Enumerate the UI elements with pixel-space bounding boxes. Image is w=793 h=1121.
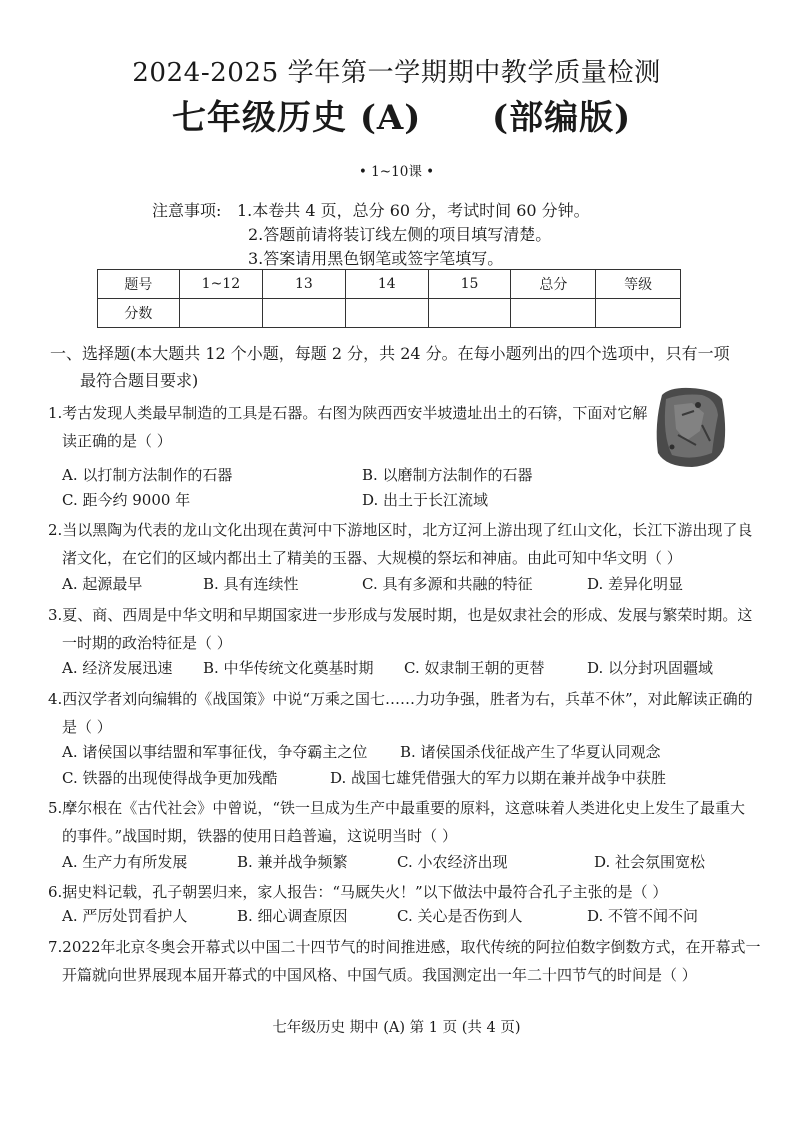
- score-blank-cell: [345, 299, 428, 328]
- score-table-header-row: [98, 270, 681, 299]
- question-3-line-2: 一时期的政治特征是（ ）: [62, 634, 232, 652]
- score-blank-cell: [428, 299, 511, 328]
- question-5-option-d: D. 社会氛围宽松: [594, 853, 706, 871]
- question-5-line-1: 5.摩尔根在《古代社会》中曾说，“铁一旦成为生产中最重要的原料，这意味着人类进化史上发生了最重大: [48, 799, 745, 817]
- table-cell: 总分: [511, 270, 596, 299]
- table-cell: 13: [262, 270, 345, 299]
- question-4-line-2: 是（ ）: [62, 718, 112, 736]
- question-7-line-2: 开篇就向世界展现本届开幕式的中国风格、中国气质。我国测定出一年二十四节气的时间是（ ）: [62, 966, 697, 984]
- score-table-score-row: [98, 299, 681, 328]
- table-cell: 等级: [596, 270, 681, 299]
- question-1-option-b: B. 以磨制方法制作的石器: [362, 466, 533, 484]
- question-3-option-b: B. 中华传统文化奠基时期: [203, 659, 374, 677]
- table-cell: 题号: [98, 270, 180, 299]
- exam-subtitle-grade: 七年级历史 (A): [172, 98, 422, 138]
- score-blank-cell: [511, 299, 596, 328]
- lesson-scope: • 1~10课 •: [358, 164, 435, 180]
- question-6-option-a: A. 严厉处罚看护人: [62, 907, 188, 925]
- question-3-option-d: D. 以分封巩固疆域: [587, 659, 714, 677]
- question-2-option-b: B. 具有连续性: [203, 575, 299, 593]
- question-2-option-a: A. 起源最早: [62, 575, 143, 593]
- score-table: [97, 269, 681, 328]
- question-2-option-c: C. 具有多源和共融的特征: [362, 575, 533, 593]
- table-cell: 1~12: [179, 270, 262, 299]
- question-3-line-1: 3.夏、商、西周是中华文明和早期国家进一步形成与发展时期，也是奴隶社会的形成、发展与繁荣时期。这: [48, 606, 753, 624]
- question-1-line-1: 1.考古发现人类最早制造的工具是石器。右图为陕西西安半坡遗址出土的石锛，下面对它解: [48, 404, 648, 422]
- question-5-option-c: C. 小农经济出现: [397, 853, 508, 871]
- question-4-line-1: 4.西汉学者刘向编辑的《战国策》中说“万乘之国七……力功争强，胜者为右，兵革不休”，对此解读正确的: [48, 690, 753, 708]
- question-1-option-a: A. 以打制方法制作的石器: [62, 466, 233, 484]
- question-6-option-d: D. 不管不闻不问: [587, 907, 699, 925]
- question-3-option-a: A. 经济发展迅速: [62, 659, 173, 677]
- question-4-option-c: C. 铁器的出现使得战争更加残酷: [62, 769, 278, 787]
- exam-title: 2024-2025 学年第一学期期中教学质量检测: [132, 58, 661, 88]
- notice-item-2: 2.答题前请将装订线左侧的项目填写清楚。: [248, 225, 552, 244]
- question-6-option-c: C. 关心是否伤到人: [397, 907, 523, 925]
- question-2-option-d: D. 差异化明显: [587, 575, 684, 593]
- table-cell: 14: [345, 270, 428, 299]
- question-1-line-2: 读正确的是（ ）: [62, 432, 172, 450]
- question-1-option-c: C. 距今约 9000 年: [62, 491, 191, 509]
- table-cell: 15: [428, 270, 511, 299]
- question-7-line-1: 7.2022年北京冬奥会开幕式以中国二十四节气的时间推进感，取代传统的阿拉伯数字倒数方式，在开幕式一: [48, 938, 761, 956]
- table-cell: 分数: [98, 299, 180, 328]
- question-1-option-d: D. 出土于长江流域: [362, 491, 489, 509]
- question-4-option-b: B. 诸侯国杀伐征战产生了华夏认同观念: [400, 743, 661, 761]
- question-5-option-b: B. 兼并战争频繁: [237, 853, 348, 871]
- question-6-line-1: 6.据史料记载，孔子朝罢归来，家人报告：“马厩失火！”以下做法中最符合孔子主张的是（ ）: [48, 883, 668, 901]
- question-6-option-b: B. 细心调查原因: [237, 907, 348, 925]
- score-blank-cell: [179, 299, 262, 328]
- question-4-option-d: D. 战国七雄凭借强大的军力以期在兼并战争中获胜: [330, 769, 667, 787]
- score-blank-cell: [596, 299, 681, 328]
- question-2-line-2: 渚文化，在它们的区域内都出土了精美的玉器、大规模的祭坛和神庙。由此可知中华文明（ ）: [62, 549, 682, 567]
- question-2-line-1: 2.当以黑陶为代表的龙山文化出现在黄河中下游地区时，北方辽河上游出现了红山文化，长江下游出现了良: [48, 521, 753, 539]
- question-5-option-a: A. 生产力有所发展: [62, 853, 188, 871]
- question-3-option-c: C. 奴隶制王朝的更替: [404, 659, 545, 677]
- notice-item-1: 1.本卷共 4 页，总分 60 分，考试时间 60 分钟。: [237, 201, 590, 220]
- stone-adze-image: [652, 385, 728, 469]
- section-heading: 一、选择题(本大题共 12 个小题，每题 2 分，共 24 分。在每小题列出的四个选项中，只有一项: [50, 344, 730, 363]
- question-4-option-a: A. 诸侯国以事结盟和军事征伐，争夺霸主之位: [62, 743, 368, 761]
- notice-label: 注意事项:: [152, 201, 222, 220]
- section-heading-cont: 最符合题目要求): [80, 371, 199, 390]
- notice-item-3: 3.答案请用黑色钢笔或签字笔填写。: [248, 249, 504, 268]
- score-blank-cell: [262, 299, 345, 328]
- exam-subtitle-edition: (部编版): [492, 98, 632, 138]
- question-5-line-2: 的事件。”战国时期，铁器的使用日趋普遍，这说明当时（ ）: [62, 827, 457, 845]
- page-footer: 七年级历史 期中 (A) 第 1 页 (共 4 页): [272, 1020, 521, 1036]
